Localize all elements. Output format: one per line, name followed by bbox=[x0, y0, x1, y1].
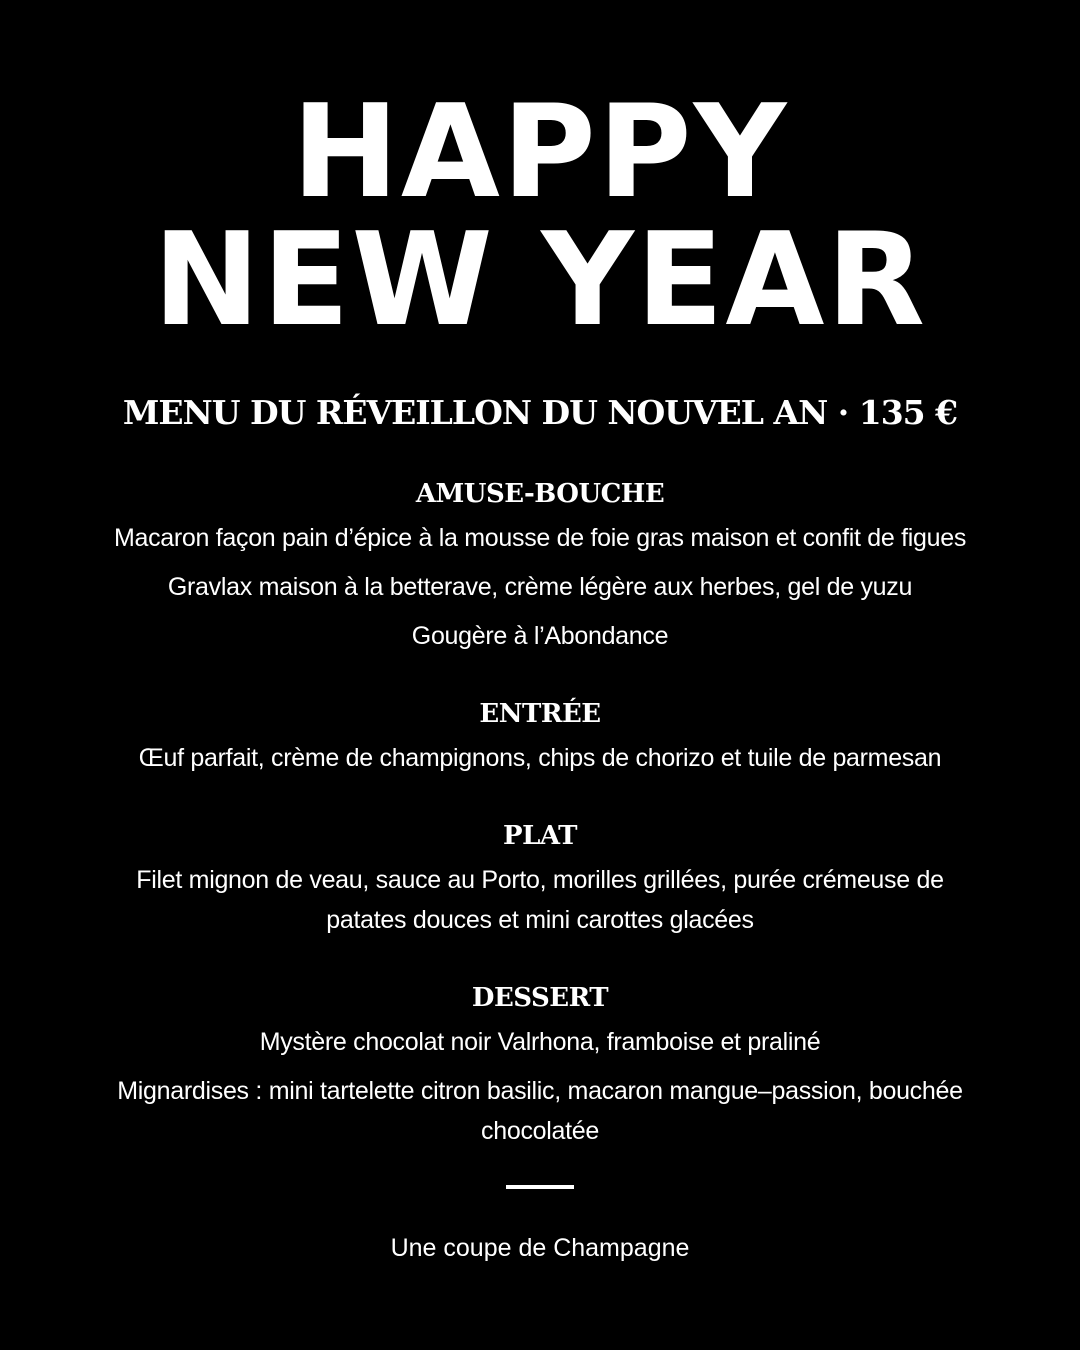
menu-item: Mystère chocolat noir Valrhona, framboise et praliné bbox=[259, 1028, 821, 1056]
section-entree bbox=[60, 694, 1020, 778]
menu-item: Mignardises : mini tartelette citron basilic, macaron mangue–passion, bouchée chocolatée bbox=[117, 1077, 963, 1145]
menu-item: Œuf parfait, crème de champignons, chips de chorizo et tuile de parmesan bbox=[138, 744, 942, 772]
menu-item: Macaron façon pain d’épice à la mousse de foie gras maison et confit de figues bbox=[113, 524, 967, 552]
headline-new-year: NEW YEAR bbox=[152, 206, 928, 355]
section-dessert bbox=[60, 978, 1020, 1151]
section-title: DESSERT bbox=[471, 983, 609, 1013]
footer-note: Une coupe de Champagne bbox=[390, 1234, 690, 1262]
section-plat bbox=[60, 816, 1020, 940]
divider bbox=[506, 1185, 574, 1189]
section-amuse-bouche bbox=[60, 474, 1020, 656]
section-title: ENTRÉE bbox=[479, 699, 601, 729]
menu-item: Gougère à l’Abondance bbox=[411, 622, 669, 650]
section-title: PLAT bbox=[503, 821, 577, 851]
menu-item: Gravlax maison à la betterave, crème légère aux herbes, gel de yuzu bbox=[167, 573, 913, 601]
menu-item: Filet mignon de veau, sauce au Porto, morilles grillées, purée crémeuse de patates douces et mini carottes glacées bbox=[136, 866, 944, 934]
section-title: AMUSE-BOUCHE bbox=[415, 479, 665, 509]
headline-happy: HAPPY bbox=[291, 78, 789, 227]
menu-heading: MENU DU RÉVEILLON DU NOUVEL AN · 135 € bbox=[122, 393, 958, 432]
